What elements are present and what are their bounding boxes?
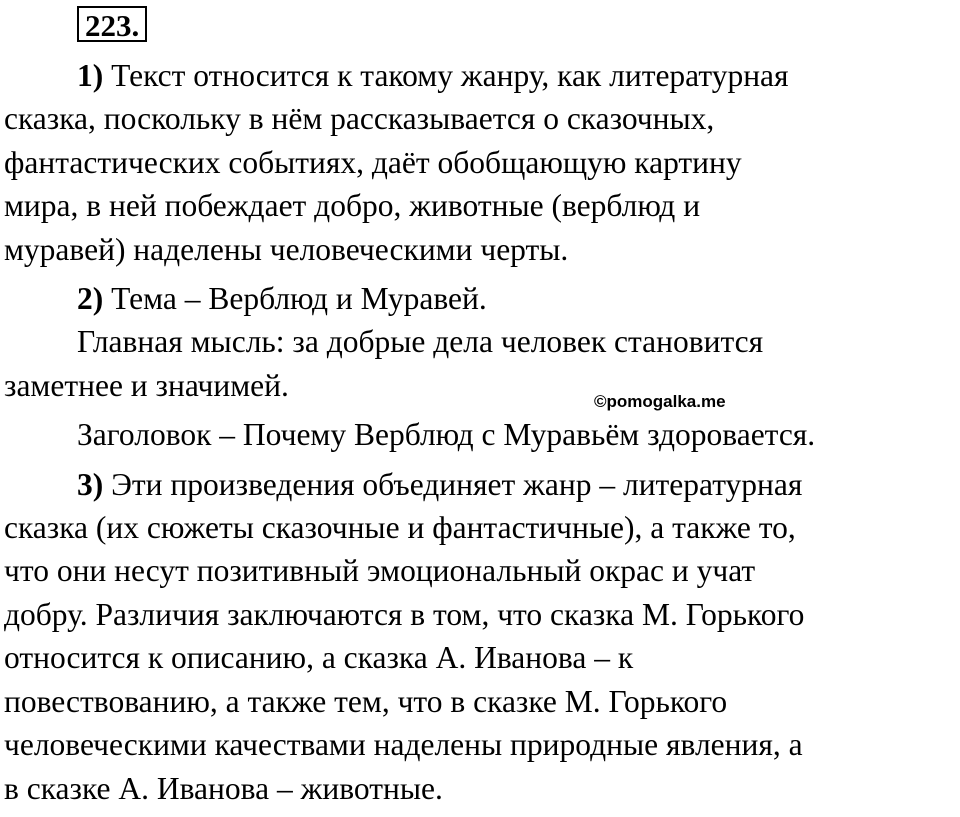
text-line: человеческими качествами наделены природные явления, а — [4, 727, 803, 763]
section-2 — [4, 277, 960, 457]
text-line: сказка (их сюжеты сказочные и фантастичные), а также то, — [4, 510, 796, 546]
text-line: заметнее и значимей. — [4, 367, 289, 403]
watermark: ©pomogalka.me — [594, 392, 726, 411]
text-line: фантастических событиях, даёт обобщающую картину — [4, 144, 742, 180]
task-number-box: 223. — [77, 6, 147, 42]
line-text: Текст относится к такому жанру, как литературная — [111, 58, 789, 93]
section-3 — [4, 463, 960, 810]
text-line: добру. Различия заключаются в том, что сказка М. Горького — [4, 596, 805, 632]
text-line: повествованию, а также тем, что в сказке М. Горького — [4, 683, 728, 719]
text-line — [4, 54, 960, 97]
text-line: что они несут позитивный эмоциональный окрас и учат — [4, 553, 756, 589]
text-line: Заголовок – Почему Верблюд с Муравьём здоровается. — [77, 417, 816, 453]
section-number: 1) — [77, 58, 104, 93]
text-line: Главная мысль: за добрые дела человек становится — [77, 324, 764, 360]
text-line: мира, в ней побеждает добро, животные (верблюд и — [4, 188, 701, 224]
text-line: сказка, поскольку в нём рассказывается о сказочных, — [4, 101, 715, 137]
theme-text: Тема – Верблюд и Муравей. — [111, 281, 487, 317]
line-text: Эти произведения объединяет жанр – литературная — [111, 466, 803, 502]
text-line — [4, 463, 960, 506]
section-1 — [4, 54, 960, 271]
section-number: 2) — [77, 281, 104, 317]
section-number: 3) — [77, 466, 104, 502]
text-line: относится к описанию, а сказка А. Иванова – к — [4, 640, 634, 676]
text-line: в сказке А. Иванова – животные. — [4, 770, 443, 806]
text-line — [4, 277, 960, 320]
text-line: муравей) наделены человеческими черты. — [4, 231, 569, 267]
answer-text — [4, 54, 960, 810]
